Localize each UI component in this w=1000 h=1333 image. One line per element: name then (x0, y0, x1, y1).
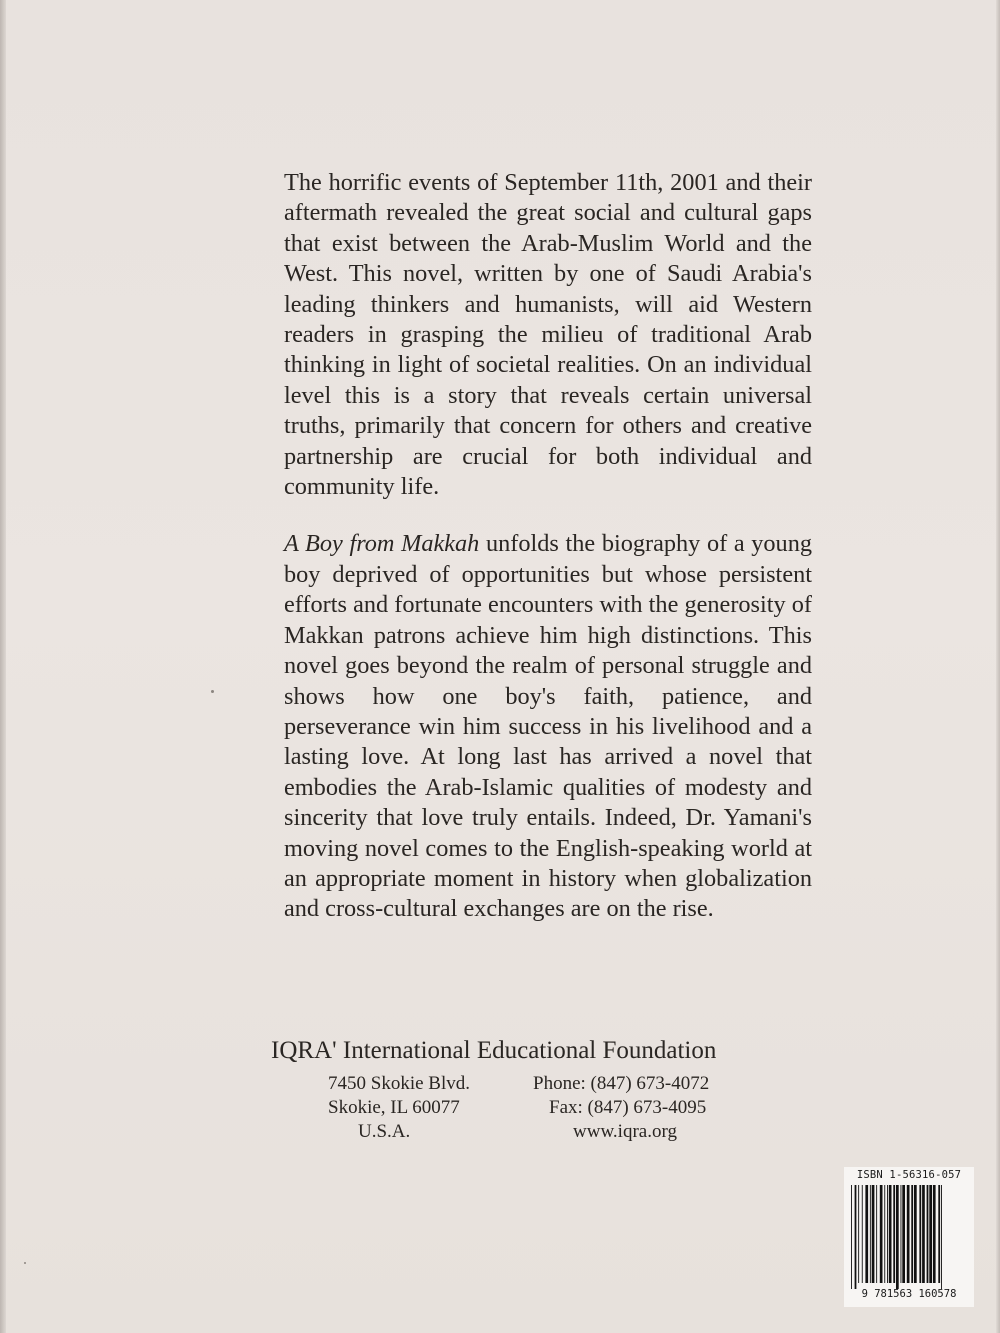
contact-row-1 (328, 1072, 768, 1096)
blurb-paragraph-2 (284, 529, 812, 924)
barcode-bar (889, 1185, 892, 1283)
barcode-bar (938, 1185, 940, 1283)
address-line-1: 7450 Skokie Blvd. (328, 1073, 470, 1094)
barcode-bar (927, 1185, 929, 1283)
barcode-bar (872, 1185, 875, 1283)
address-line-3: U.S.A. (358, 1121, 411, 1142)
publisher-name: IQRA' International Educational Foundation (271, 1037, 717, 1064)
barcode-bar (896, 1185, 899, 1289)
website: www.iqra.org (573, 1121, 677, 1142)
ean-digits: 9 781563 160578 (861, 1288, 957, 1300)
barcode-bar (901, 1185, 902, 1283)
contact-row-2 (328, 1096, 768, 1120)
address-line-2: Skokie, IL 60077 (328, 1097, 460, 1118)
barcode-bar (851, 1185, 852, 1289)
barcode-bar (884, 1185, 885, 1283)
barcode-bar (919, 1185, 921, 1283)
fax-number: Fax: (847) 673-4095 (549, 1097, 707, 1118)
barcode-bar (911, 1185, 913, 1283)
contact-row-3 (328, 1120, 768, 1144)
barcode-bar (876, 1185, 877, 1283)
barcode-bar (914, 1185, 917, 1283)
blurb-text (284, 168, 812, 925)
blurb-paragraph-1: The horrific events of September 11th, 2001 and their aftermath revealed the great social and cultural gaps that exist between the Arab-Muslim World and the West. This novel, written by one of Saudi Arabia's leading thinkers and humanists, will aid Western readers in grasping the milieu of traditional Arab thinking in light of societal realities. On an individual level this is a story that reveals certain universal truths, primarily that concern for others and creative partnership are crucial for both individual and community life. (284, 169, 812, 501)
barcode-bar (870, 1185, 871, 1283)
barcode-bar (922, 1185, 925, 1283)
cover-right-edge (996, 0, 1000, 1333)
book-title-italic: A Boy from Makkah (284, 530, 480, 558)
barcode-bar (880, 1185, 883, 1283)
barcode-bar (941, 1185, 942, 1289)
paper-speck (211, 690, 214, 693)
cover-left-edge (0, 0, 6, 1333)
barcode-bar (858, 1185, 859, 1283)
barcode-bar (929, 1185, 932, 1283)
barcode-bar (862, 1185, 863, 1283)
phone-number: Phone: (847) 673-4072 (533, 1073, 710, 1094)
blurb-paragraph-2-body: unfolds the biography of a young boy deprived of opportunities but whose persistent efforts and fortunate encounters with the generosity of Makkan patrons achieve him high distinctions. This novel goes beyond the realm of personal struggle and shows how one boy's faith, patience, and perseverance win him success in his livelihood and a lasting love. At long last has arrived a novel that embodies the Arab-Islamic qualities of modesty and sincerity that love truly entails. Indeed, Dr. Yamani's moving novel comes to the English-speaking world at an appropriate moment in history when globalization and cross-cultural exchanges are on the rise. (284, 530, 812, 923)
barcode-bar (855, 1185, 857, 1289)
barcode-bar (865, 1185, 868, 1283)
publisher-contact (328, 1072, 768, 1144)
isbn-label: ISBN 1-56316-057 (856, 1169, 962, 1181)
barcode-bar (887, 1185, 888, 1283)
barcode-bar (907, 1185, 910, 1283)
paper-speck (24, 1262, 26, 1264)
barcode-bar (933, 1185, 936, 1283)
barcode-bar (902, 1185, 905, 1283)
isbn-barcode (844, 1167, 974, 1307)
barcode-bar (893, 1185, 895, 1283)
barcode-bars (850, 1185, 970, 1289)
